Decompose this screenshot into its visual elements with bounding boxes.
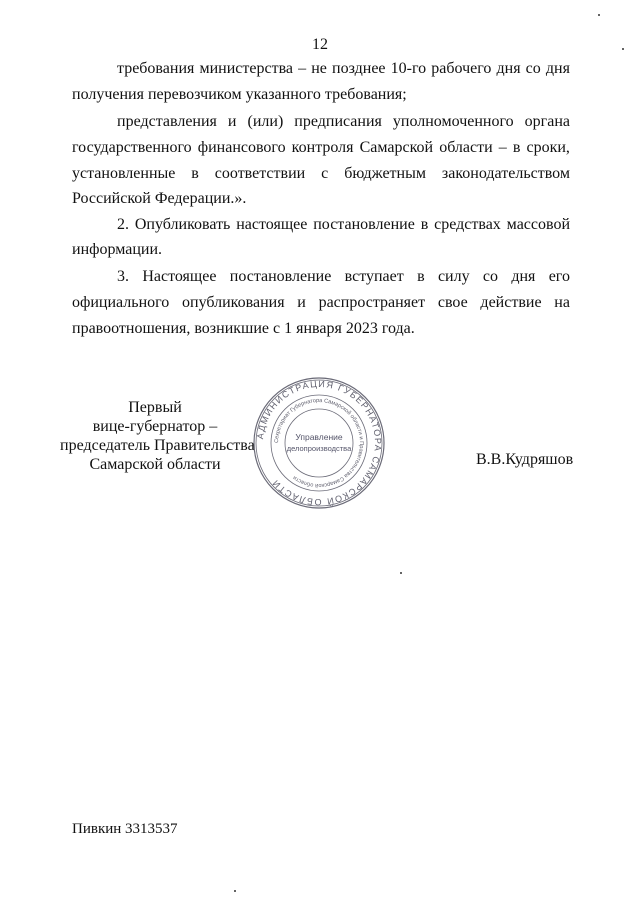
word: государственного	[72, 139, 192, 156]
body-line	[72, 164, 570, 184]
word: настоящее	[236, 216, 308, 233]
word: 10-го	[390, 60, 427, 77]
word: требования	[117, 60, 195, 77]
seal-center-line-1: Управление	[295, 432, 343, 442]
word: –	[298, 60, 307, 77]
word: установленные	[72, 165, 176, 182]
word: 2.	[117, 216, 129, 233]
word: действие	[480, 294, 542, 311]
word: и	[227, 113, 237, 130]
scan-speck	[598, 14, 600, 16]
word: дня	[545, 60, 570, 77]
word: и	[297, 294, 306, 311]
word: распространяет	[318, 294, 426, 311]
official-seal-stamp	[252, 376, 386, 510]
word: со	[482, 268, 499, 285]
word: министерства	[199, 60, 294, 77]
word: области	[439, 139, 493, 156]
signature-title-line: вице-губернатор –	[92, 418, 218, 435]
word: уполномоченного	[392, 113, 514, 130]
word: представления	[117, 113, 217, 130]
seal-outer-text: АДМИНИСТРАЦИЯ ГУБЕРНАТОРА САМАРСКОЙ ОБЛАСТИ	[255, 378, 384, 508]
word: –	[498, 139, 507, 156]
scan-speck	[622, 48, 624, 50]
word: вступает	[344, 268, 404, 285]
signature-title-line: Самарской области	[89, 456, 221, 473]
word: в	[420, 216, 429, 233]
word: предписания	[294, 113, 382, 130]
word: сроки,	[526, 139, 570, 156]
word: со	[525, 60, 541, 77]
word: в	[191, 165, 199, 182]
scan-speck	[234, 890, 236, 892]
word: средствах	[434, 216, 501, 233]
word: его	[548, 268, 570, 285]
body-line: Российской Федерации.».	[72, 190, 247, 207]
word: дня	[511, 268, 536, 285]
word: контроля	[291, 139, 354, 156]
seal-inner-text: Секретариат Губернатора Самарской области и Правительства Самарской области	[273, 397, 365, 489]
executor-info: Пивкин 3313537	[72, 821, 178, 837]
word: бюджетным	[344, 165, 426, 182]
word: органа	[524, 113, 570, 130]
scan-speck	[400, 572, 402, 574]
word: соответствии	[214, 165, 306, 182]
word: не	[311, 60, 327, 77]
word: 3.	[117, 268, 129, 285]
word: в	[512, 139, 521, 156]
signature-title-line: Первый	[128, 399, 182, 416]
body-line	[117, 267, 570, 287]
body-line: получения перевозчиком указанного требования;	[72, 86, 407, 103]
word: на	[554, 294, 570, 311]
word: силу	[437, 268, 470, 285]
word: позднее	[332, 60, 386, 77]
word: (или)	[247, 113, 284, 130]
word: постановление	[313, 216, 415, 233]
body-line	[72, 293, 570, 313]
signature-title-line: председатель Правительства	[60, 437, 255, 454]
word: массовой	[506, 216, 570, 233]
body-line: правоотношения, возникшие с 1 января 2023 года.	[72, 320, 415, 337]
word: Настоящее	[142, 268, 217, 285]
word: финансового	[197, 139, 286, 156]
body-line	[72, 138, 570, 158]
body-line	[117, 215, 570, 235]
word: Самарской	[359, 139, 434, 156]
seal-center-line-2: делопроизводства	[286, 444, 352, 453]
word: постановление	[229, 268, 332, 285]
word: официального	[72, 294, 170, 311]
word: дня	[496, 60, 521, 77]
body-line	[117, 59, 570, 79]
signature-title	[60, 398, 255, 474]
word: свое	[437, 294, 468, 311]
signer-name: В.В.Кудряшов	[476, 451, 574, 468]
body-line: информации.	[72, 241, 163, 258]
page-number: 12	[312, 36, 328, 53]
word: рабочего	[431, 60, 492, 77]
word: опубликования	[182, 294, 285, 311]
body-line	[117, 112, 570, 132]
word: в	[417, 268, 425, 285]
word: с	[321, 165, 329, 182]
word: Опубликовать	[134, 216, 231, 233]
word: законодательством	[441, 165, 570, 182]
